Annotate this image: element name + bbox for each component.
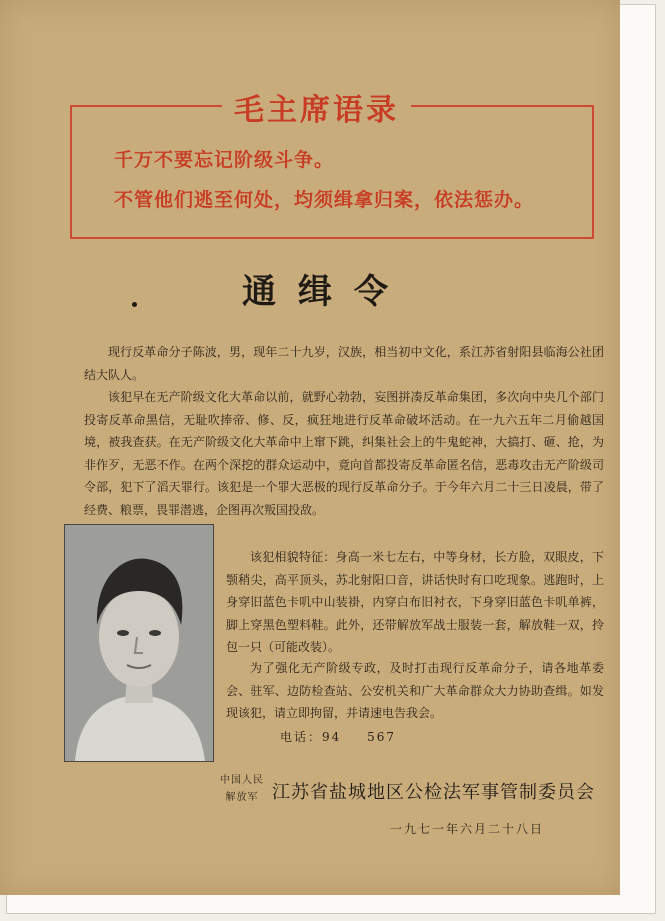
issuer-pla: 中国人民解放军: [220, 775, 264, 803]
quotation-box: [70, 93, 594, 239]
suspect-photo: [64, 524, 214, 762]
quotation-line-2: 不管他们逃至何处，均须缉拿归案，依法惩办。: [114, 189, 535, 211]
notice-title: 通缉令: [242, 272, 410, 312]
issuer-committee: 江苏省盐城地区公检法军事管制委员会: [272, 782, 595, 803]
paragraph-crimes: 该犯早在无产阶级文化大革命以前，就野心勃勃，妄图拼凑反革命集团，多次向中央几个部门投寄反革命黑信，无耻吹捧帝、修、反，疯狂地进行反革命破坏活动。在一九六五年二月偷越国境，被我查获。在无产阶级文化大革命中上窜下跳，纠集社会上的牛鬼蛇神，大搞打、砸、抢，为非作歹，无恶不作。在两个深挖的群众运动中，竟向首都投寄反革命匿名信，恶毒攻击无产阶级司令部，犯下了滔天罪行。该犯是一个罪大恶极的现行反革命分子。于今年六月二十三日凌晨，带了经费、粮票，畏罪潜逃，企图再次叛国投敌。: [84, 390, 604, 517]
contact-phone: [280, 728, 416, 745]
quotation-line-1: 千万不要忘记阶级斗争。: [114, 149, 335, 171]
ink-dot: [132, 302, 137, 307]
paragraph-request: 为了强化无产阶级专政，及时打击现行反革命分子，请各地革委会、驻军、边防检查站、公安机关和广大革命群众大力协助查缉。如发现该犯，请立即拘留，并请速电告我会。: [226, 661, 604, 720]
notice-content: [22, 16, 642, 911]
paragraph-identity: 现行反革命分子陈波，男，现年二十九岁，汉族，相当初中文化，系江苏省射阳县临海公社团结大队人。: [84, 345, 604, 382]
quotation-title: 毛主席语录: [222, 85, 411, 129]
issue-date: 一九七一年六月二十八日: [390, 822, 545, 836]
phone-label: 电话：94: [280, 730, 342, 744]
phone-number: 567: [367, 730, 397, 744]
paragraph-appearance: 该犯相貌特征：身高一米七左右，中等身材，长方脸，双眼皮，下颚稍尖，高平顶头，苏北射阳口音，讲话快时有口吃现象。逃跑时，上身穿旧蓝色卡叽中山装褂，内穿白布旧衬衣，下身穿旧蓝色卡叽单裤，脚上穿黑色塑料鞋。此外，还带解放军战士服装一套，解放鞋一双，拎包一只（可能改装）。: [226, 550, 604, 654]
